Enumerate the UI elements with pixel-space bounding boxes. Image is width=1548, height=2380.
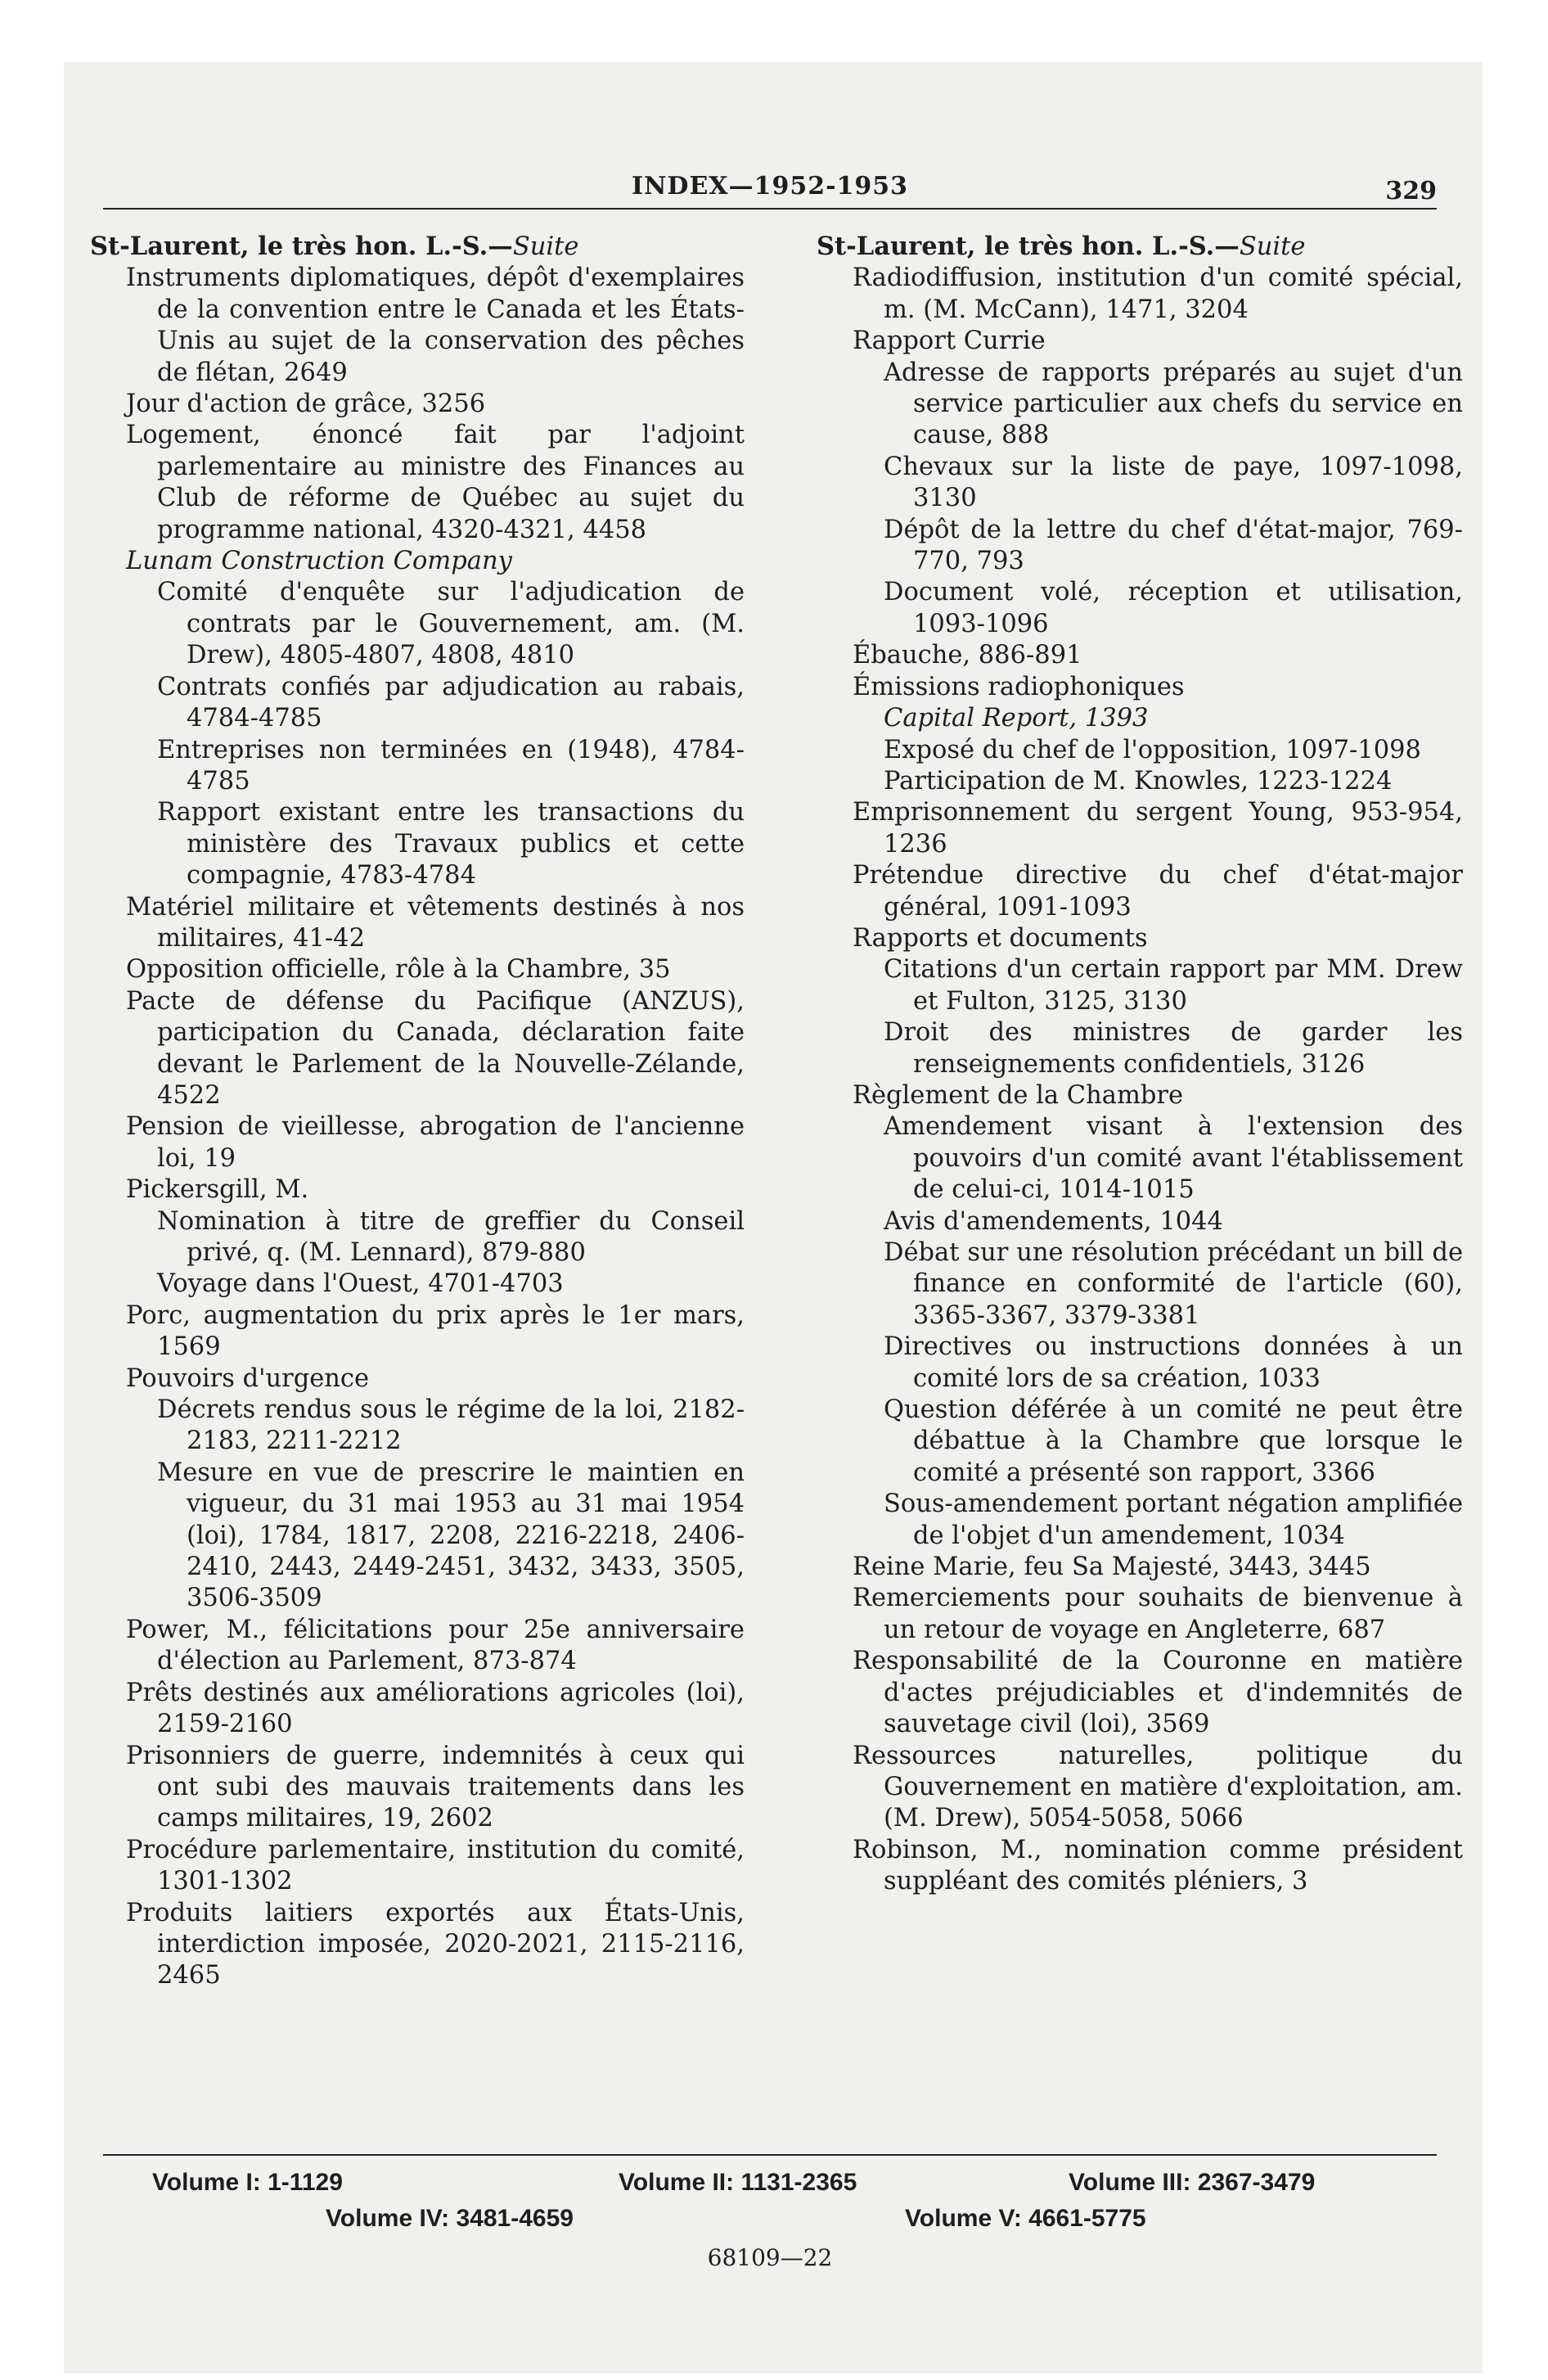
index-entry: Prisonniers de guerre, indemnités à ceux qui ont subi des mauvais traitements dans les camps militaires, 19, 2602	[126, 1741, 745, 1833]
index-entry: Power, M., félicitations pour 25e anniversaire d'élection au Parlement, 873-874	[126, 1615, 745, 1676]
index-entry: Comité d'enquête sur l'adjudication de contrats par le Gouvernement, am. (M. Drew), 4805-4807, 4808, 4810	[157, 578, 745, 670]
index-entry: Robinson, M., nomination comme président suppléant des comités pléniers, 3	[853, 1835, 1463, 1896]
volume-footer	[103, 2169, 1437, 2271]
index-entry: Adresse de rapports préparés au sujet d'un service particulier aux chefs du service en cause, 888	[884, 358, 1463, 450]
volume-range: Volume V: 4661-5775	[905, 2205, 1146, 2232]
volume-range: Volume II: 1131-2365	[619, 2169, 857, 2196]
page-number: 329	[1385, 177, 1437, 205]
page-title: INDEX—1952-1953	[631, 172, 909, 201]
index-entry: Question déférée à un comité ne peut être débattue à la Chambre que lorsque le comité a présenté son rapport, 3366	[884, 1395, 1463, 1487]
index-entry: Jour d'action de grâce, 3256	[126, 390, 486, 419]
index-entry: Pacte de défense du Pacifique (ANZUS), participation du Canada, déclaration faite devant le Parlement de la Nouvelle-Zélande, 4522	[126, 986, 745, 1110]
index-entry: Règlement de la Chambre	[853, 1080, 1184, 1110]
index-entry: Capital Report, 1393	[884, 704, 1149, 733]
index-entry: Sous-amendement portant négation amplifiée de l'objet d'un amendement, 1034	[884, 1490, 1463, 1550]
footer-rule	[103, 2154, 1437, 2156]
index-entry: Rapport Currie	[853, 327, 1046, 356]
volume-range: Volume IV: 3481-4659	[326, 2205, 574, 2232]
index-entry: Remerciements pour souhaits de bienvenue à un retour de voyage en Angleterre, 687	[853, 1584, 1463, 1644]
index-entry: Citations d'un certain rapport par MM. Drew et Fulton, 3125, 3130	[884, 955, 1463, 1016]
index-entry: Reine Marie, feu Sa Majesté, 3443, 3445	[853, 1553, 1371, 1582]
index-entry: Pouvoirs d'urgence	[126, 1364, 370, 1393]
index-entry: Responsabilité de la Couronne en matière d'actes préjudiciables et d'indemnités de sauvetage civil (loi), 3569	[853, 1647, 1463, 1739]
volume-range: Volume III: 2367-3479	[1069, 2169, 1316, 2196]
index-entry: Emprisonnement du sergent Young, 953-954, 1236	[853, 798, 1463, 859]
index-entry: Exposé du chef de l'opposition, 1097-1098	[884, 735, 1421, 764]
index-entry: Contrats confiés par adjudication au rabais, 4784-4785	[157, 672, 745, 733]
index-entry: Émissions radiophoniques	[853, 672, 1185, 701]
index-entry: Pension de vieillesse, abrogation de l'ancienne loi, 19	[126, 1112, 745, 1173]
index-entry: Instruments diplomatiques, dépôt d'exemplaires de la convention entre le Canada et les États-Unis au sujet de la conservation des pêches de flétan, 2649	[126, 264, 745, 387]
index-entry: Nomination à titre de greffier du Conseil privé, q. (M. Lennard), 879-880	[157, 1206, 745, 1267]
index-entry: Rapport existant entre les transactions du ministère des Travaux publics et cette compagnie, 4783-4784	[157, 798, 745, 890]
index-entry: Dépôt de la lettre du chef d'état-major, 769-770, 793	[884, 515, 1463, 576]
index-entry: Radiodiffusion, institution d'un comité spécial, m. (M. McCann), 1471, 3204	[853, 264, 1463, 324]
index-entry: Amendement visant à l'extension des pouvoirs d'un comité avant l'établissement de celui-ci, 1014-1015	[884, 1112, 1463, 1205]
index-entry: Voyage dans l'Ouest, 4701-4703	[157, 1269, 564, 1299]
index-entry: Entreprises non terminées en (1948), 4784-4785	[157, 735, 745, 796]
index-entry: Matériel militaire et vêtements destinés à nos militaires, 41-42	[126, 892, 745, 953]
index-entry: Produits laitiers exportés aux États-Unis, interdiction imposée, 2020-2021, 2115-2116, 2465	[126, 1898, 745, 1990]
index-entry: Opposition officielle, rôle à la Chambre, 35	[126, 955, 671, 985]
index-entry: Lunam Construction Company	[126, 547, 512, 576]
index-entry: Chevaux sur la liste de paye, 1097-1098, 3130	[884, 452, 1463, 513]
header-rule	[103, 208, 1437, 210]
index-entry: Mesure en vue de prescrire le maintien en vigueur, du 31 mai 1953 au 31 mai 1954 (loi), 1784, 1817, 2208, 2216-2218, 2406-2410, 2443, 2449-2451, 3432, 3433, 3505, 3506-3509	[157, 1458, 745, 1613]
index-entry: Porc, augmentation du prix après le 1er mars, 1569	[126, 1300, 745, 1362]
index-entry: Décrets rendus sous le régime de la loi, 2182-2183, 2211-2212	[157, 1395, 745, 1456]
index-entry: Document volé, réception et utilisation, 1093-1096	[884, 578, 1463, 638]
index-heading: St-Laurent, le très hon. L.-S.—Suite	[817, 232, 1306, 261]
left-index-column	[90, 231, 745, 1992]
volume-range: Volume I: 1-1129	[152, 2169, 343, 2196]
index-entry: Ressources naturelles, politique du Gouvernement en matière d'exploitation, am. (M. Drew), 5054-5058, 5066	[853, 1741, 1463, 1833]
print-code: 68109—22	[707, 2244, 833, 2271]
index-entry: Directives ou instructions données à un comité lors de sa création, 1033	[884, 1332, 1463, 1393]
index-entry: Avis d'amendements, 1044	[884, 1206, 1223, 1236]
index-entry: Procédure parlementaire, institution du comité, 1301-1302	[126, 1835, 745, 1896]
index-entry: Ébauche, 886-891	[853, 641, 1082, 670]
right-index-column	[817, 231, 1463, 1898]
index-entry: Pickersgill, M.	[126, 1175, 309, 1205]
index-entry: Prêts destinés aux améliorations agricoles (loi), 2159-2160	[126, 1678, 745, 1739]
index-entry: Rapports et documents	[853, 923, 1148, 953]
index-heading: St-Laurent, le très hon. L.-S.—Suite	[90, 232, 579, 261]
index-entry: Prétendue directive du chef d'état-major général, 1091-1093	[853, 861, 1463, 922]
index-entry: Droit des ministres de garder les renseignements confidentiels, 3126	[884, 1018, 1463, 1079]
index-entry: Participation de M. Knowles, 1223-1224	[884, 766, 1393, 796]
index-entry: Logement, énoncé fait par l'adjoint parlementaire au ministre des Finances au Club de réforme de Québec au sujet du programme national, 4320-4321, 4458	[126, 421, 745, 544]
index-entry: Débat sur une résolution précédant un bill de finance en conformité de l'article (60), 3365-3367, 3379-3381	[884, 1238, 1463, 1330]
